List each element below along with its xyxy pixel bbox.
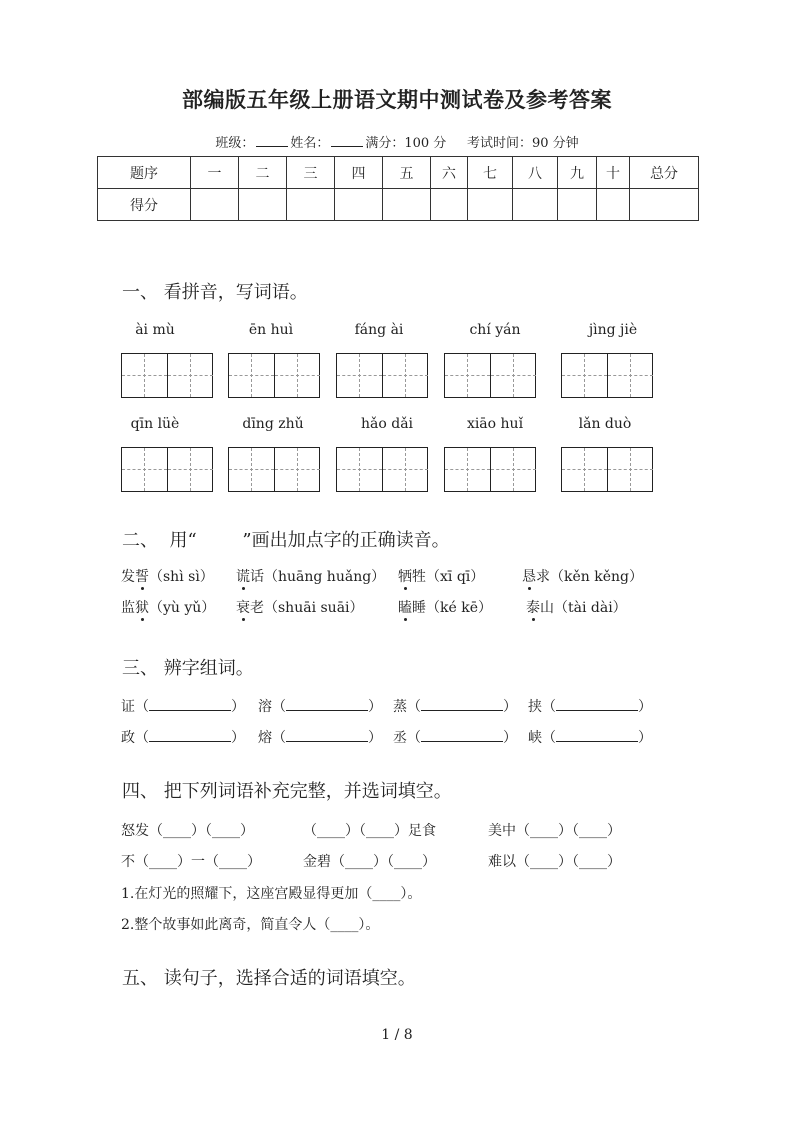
word-item[interactable]: 熔（ ） (258, 730, 382, 746)
writing-grid[interactable] (444, 447, 536, 492)
fill-sentence-2[interactable]: 2.整个故事如此离奇，简直令人（____）。 (121, 917, 380, 933)
table-cell: 五 (383, 157, 431, 189)
reading-item[interactable] (398, 566, 484, 586)
dotted-char: 恳 (522, 569, 536, 585)
writing-grid[interactable] (228, 447, 320, 492)
char: 峡 (528, 730, 542, 746)
word-item[interactable]: 证（ ） (121, 699, 245, 715)
pinyin-label: xiāo huǐ (466, 416, 524, 432)
dotted-char: 衰 (236, 600, 250, 616)
exam-time: 考试时间：90 分钟 (466, 136, 579, 151)
table-cell: 四 (335, 157, 383, 189)
writing-grid[interactable] (336, 353, 428, 398)
score-cell[interactable] (468, 189, 513, 221)
word-item[interactable]: 政（ ） (121, 730, 245, 746)
char: 溶 (258, 699, 272, 715)
dotted-char: 瞌 (398, 600, 412, 616)
item-options: （shì sì） (149, 569, 214, 585)
name-blank[interactable] (331, 134, 363, 147)
idiom-item[interactable]: 难以（____）（____） (488, 854, 621, 870)
score-row (98, 189, 699, 221)
dotted-char: 泰 (526, 600, 540, 616)
table-cell: 题序 (98, 157, 191, 189)
item-options: 老（shuāi suāi） (250, 600, 364, 616)
table-cell: 三 (287, 157, 335, 189)
score-cell[interactable] (191, 189, 239, 221)
idiom-item[interactable]: 不（____）一（____） (121, 854, 261, 870)
pinyin-label: chí yán (469, 322, 521, 338)
item-options: （yù yǔ） (149, 600, 216, 616)
section-4-heading: 四、 把下列词语补充完整，并选词填空。 (122, 781, 452, 802)
word-item[interactable]: 峡（ ） (528, 730, 652, 746)
reading-item[interactable] (121, 597, 215, 617)
char: 丞 (393, 730, 407, 746)
score-header-row (98, 157, 699, 189)
pinyin-label: fáng ài (354, 322, 404, 338)
pinyin-label: hǎo dǎi (360, 416, 414, 432)
pinyin-label: ài mù (135, 322, 175, 338)
score-cell[interactable] (383, 189, 431, 221)
section-3-heading: 三、 辨字组词。 (122, 658, 254, 679)
table-cell: 八 (513, 157, 558, 189)
reading-item[interactable] (526, 597, 627, 617)
score-cell[interactable] (287, 189, 335, 221)
writing-grid[interactable] (121, 353, 213, 398)
word-item[interactable]: 溶（ ） (258, 699, 382, 715)
table-cell: 九 (558, 157, 597, 189)
reading-item[interactable] (522, 566, 643, 586)
word-item[interactable]: 挟（ ） (528, 699, 652, 715)
dotted-char: 誓 (135, 569, 149, 585)
answer-blank[interactable] (149, 698, 231, 711)
section-5-heading: 五、 读句子，选择合适的词语填空。 (122, 968, 416, 989)
section-2-heading: 二、 用“ ”画出加点字的正确读音。 (122, 530, 450, 551)
dotted-char: 狱 (135, 600, 149, 616)
pinyin-label: lǎn duò (578, 416, 632, 432)
dotted-char: 谎 (236, 569, 250, 585)
writing-grid[interactable] (228, 353, 320, 398)
score-cell[interactable] (630, 189, 699, 221)
item-prefix: 发 (121, 569, 135, 585)
page-number: 1 / 8 (381, 1027, 413, 1043)
pinyin-label: ēn huì (248, 322, 294, 338)
reading-item[interactable] (236, 566, 385, 586)
score-cell[interactable] (239, 189, 287, 221)
score-row-label: 得分 (98, 189, 191, 221)
score-cell[interactable] (335, 189, 383, 221)
reading-item[interactable] (236, 597, 364, 617)
idiom-item[interactable]: 金碧（____）（____） (303, 854, 436, 870)
table-cell: 总分 (630, 157, 699, 189)
item-prefix: 监 (121, 600, 135, 616)
dotted-char: 牺 (398, 569, 412, 585)
name-label: 姓名： (290, 136, 330, 151)
item-options: 求（kěn kěng） (536, 569, 643, 585)
word-item[interactable]: 丞（ ） (393, 730, 517, 746)
pinyin-label: dīng zhǔ (242, 416, 304, 432)
reading-item[interactable] (121, 566, 214, 586)
writing-grid[interactable] (444, 353, 536, 398)
item-options: 话（huāng huǎng） (250, 569, 386, 585)
full-score: 满分：100 分 (365, 136, 447, 151)
item-options: 睡（ké kē） (412, 600, 492, 616)
score-cell[interactable] (558, 189, 597, 221)
reading-item[interactable] (398, 597, 492, 617)
answer-blank[interactable] (149, 729, 231, 742)
class-blank[interactable] (256, 134, 288, 147)
answer-blank[interactable] (421, 729, 503, 742)
pinyin-label: qīn lüè (130, 416, 180, 432)
char: 政 (121, 730, 135, 746)
score-cell[interactable] (431, 189, 468, 221)
idiom-item[interactable]: 美中（____）（____） (488, 823, 621, 839)
pinyin-label: jìng jiè (588, 322, 638, 338)
answer-blank[interactable] (286, 729, 368, 742)
page-title: 部编版五年级上册语文期中测试卷及参考答案 (182, 87, 612, 112)
item-options: 山（tài dài） (540, 600, 627, 616)
table-cell: 十 (597, 157, 630, 189)
char: 熔 (258, 730, 272, 746)
table-cell: 一 (191, 157, 239, 189)
idiom-item[interactable]: （____）（____）足食 (303, 823, 436, 839)
answer-blank[interactable] (556, 729, 638, 742)
exam-info (0, 132, 794, 151)
table-cell: 二 (239, 157, 287, 189)
item-options: 牲（xī qī） (412, 569, 485, 585)
answer-blank[interactable] (421, 698, 503, 711)
score-table (97, 156, 699, 221)
char: 蒸 (393, 699, 407, 715)
class-label: 班级： (215, 136, 255, 151)
writing-grid[interactable] (336, 447, 428, 492)
writing-grid[interactable] (561, 447, 653, 492)
char: 挟 (528, 699, 542, 715)
table-cell: 七 (468, 157, 513, 189)
fill-sentence-1[interactable]: 1.在灯光的照耀下，这座宫殿显得更加（____）。 (121, 886, 422, 902)
score-cell[interactable] (597, 189, 630, 221)
section-1-heading: 一、 看拼音，写词语。 (122, 282, 308, 303)
table-cell: 六 (431, 157, 468, 189)
answer-blank[interactable] (286, 698, 368, 711)
score-cell[interactable] (513, 189, 558, 221)
answer-blank[interactable] (556, 698, 638, 711)
writing-grid[interactable] (121, 447, 213, 492)
word-item[interactable]: 蒸（ ） (393, 699, 517, 715)
idiom-item[interactable]: 怒发（____）（____） (121, 823, 254, 839)
writing-grid[interactable] (561, 353, 653, 398)
char: 证 (121, 699, 135, 715)
